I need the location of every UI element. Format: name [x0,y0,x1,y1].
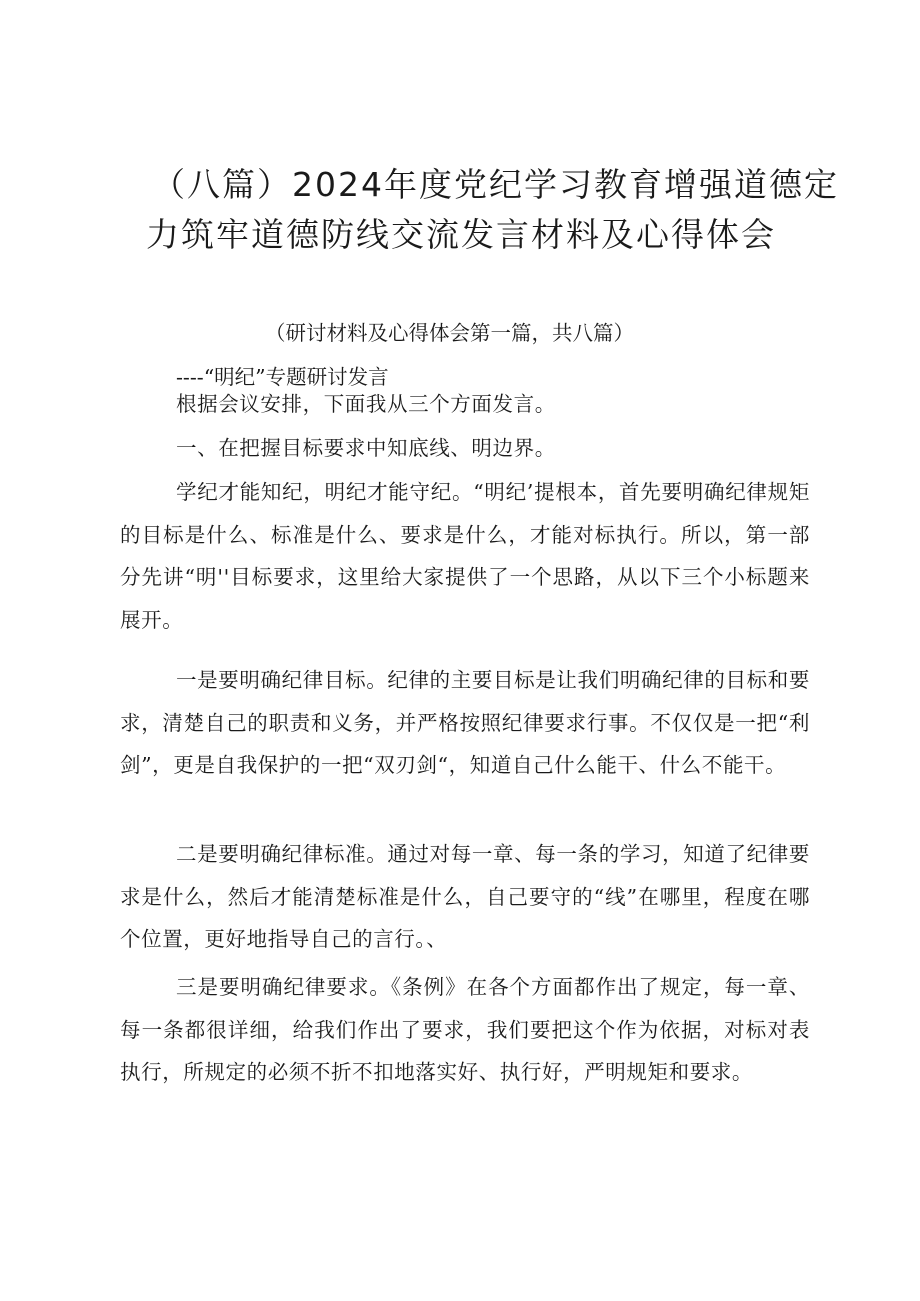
paragraph-section-heading: 一、在把握目标要求中知底线、明边界。 [176,436,556,460]
paragraph-intro: 根据会议安排，下面我从三个方面发言。 [176,392,556,416]
document-title [146,160,839,260]
title-line-1: （八篇）2024年度党纪学习教育增强道德定 [152,165,839,204]
title-line-2: 力筑牢道德防线交流发言材料及心得体会 [146,215,776,254]
topic-line: ----“明纪”专题研讨发言 [176,365,389,389]
paragraph-body-3: 二是要明确纪律标准。通过对每一章、每一条的学习，知道了纪律要求是什么，然后才能清楚标准是什么，自己要守的“线”在哪里，程度在哪个位置，更好地指导自己的言行。、 [120,842,810,951]
document-subtitle: （研讨材料及心得体会第一篇，共八篇） [265,321,634,345]
paragraph-body-1: 学纪才能知纪，明纪才能守纪。“明纪’提根本，首先要明确纪律规矩的目标是什么、标准是什么、要求是什么，才能对标执行。所以，第一部分先讲“明''目标要求，这里给大家提供了一个思路，从以下三个小标题来展开。 [120,480,810,632]
paragraph-body-2: 一是要明确纪律目标。纪律的主要目标是让我们明确纪律的目标和要求，清楚自己的职责和义务，并严格按照纪律要求行事。不仅仅是一把“利剑”，更是自我保护的一把“双刃剑“，知道自己什么能干、什么不能干。 [120,668,810,777]
paragraph-body-4: 三是要明确纪律要求。《条例》在各个方面都作出了规定，每一章、每一条都很详细，给我们作出了要求，我们要把这个作为依据，对标对表执行，所规定的必须不折不扣地落实好、执行好，严明规矩和要求。 [120,975,810,1084]
